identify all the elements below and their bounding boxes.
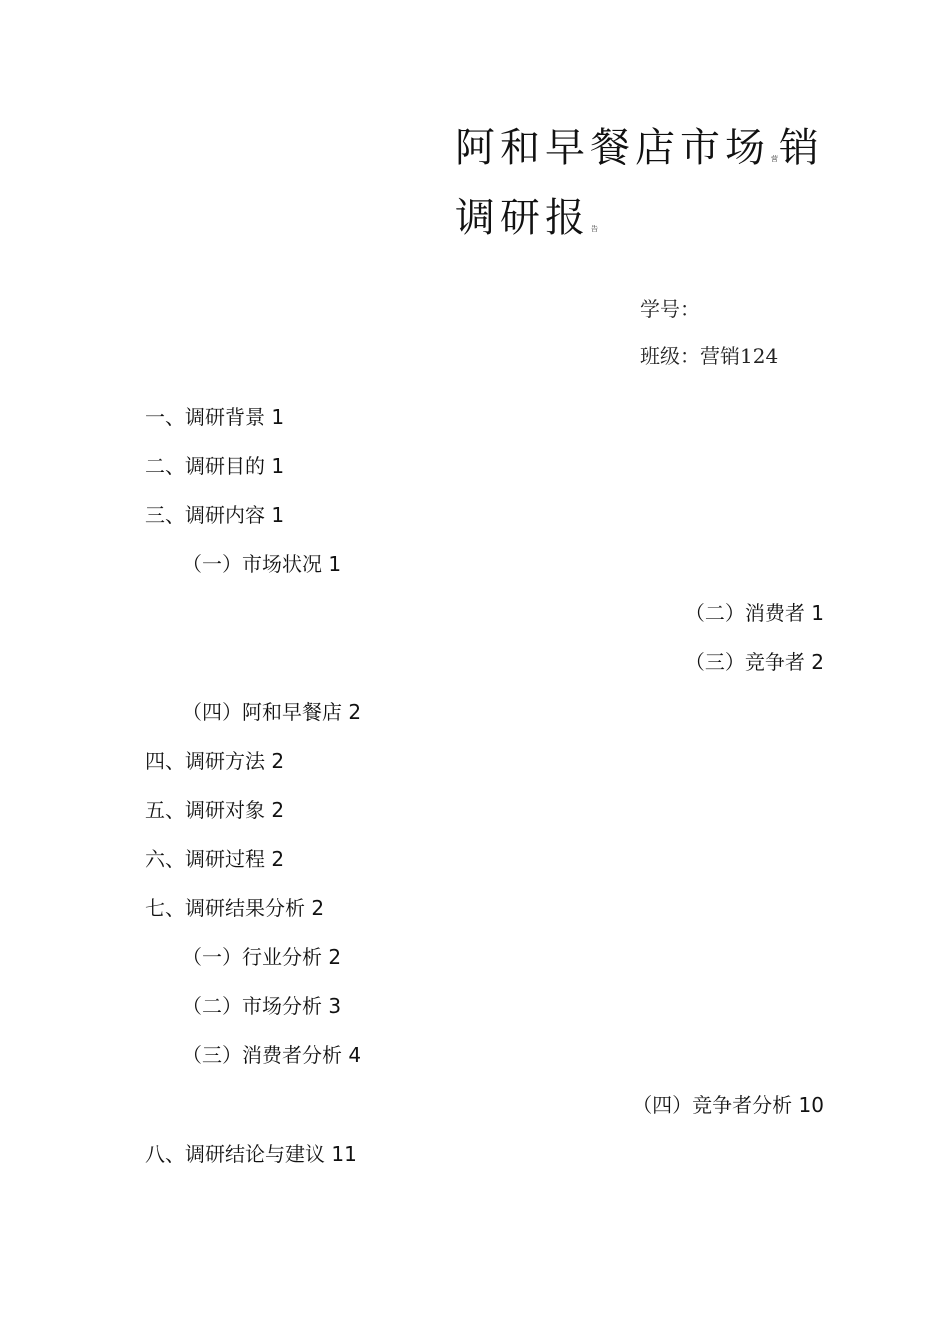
toc-item-4[interactable]: 四、调研方法 2 xyxy=(145,749,285,773)
title-line-1-text: 阿和早餐店市场 xyxy=(455,125,770,171)
toc-item-5[interactable]: 五、调研对象 2 xyxy=(145,798,285,822)
toc-item-7-4[interactable]: （四）竞争者分析 10 xyxy=(632,1093,824,1117)
toc-item-7[interactable]: 七、调研结果分析 2 xyxy=(145,896,325,920)
title-line-1-end: 销 xyxy=(779,125,824,171)
title-line-2 xyxy=(455,195,599,241)
toc-item-3-2[interactable]: （二）消费者 1 xyxy=(684,601,824,625)
toc-item-7-1[interactable]: （一）行业分析 2 xyxy=(182,945,342,969)
title-tiny-mark-1: 营 xyxy=(771,155,778,163)
title-line-1 xyxy=(455,125,824,171)
toc-item-1[interactable]: 一、调研背景 1 xyxy=(145,405,285,429)
toc-item-7-2[interactable]: （二）市场分析 3 xyxy=(182,994,342,1018)
toc-item-7-3[interactable]: （三）消费者分析 4 xyxy=(182,1043,362,1067)
title-line-2-text: 调研报 xyxy=(455,195,590,241)
toc-item-3-1[interactable]: （一）市场状况 1 xyxy=(182,552,342,576)
toc-item-2[interactable]: 二、调研目的 1 xyxy=(145,454,285,478)
toc-item-3-4[interactable]: （四）阿和早餐店 2 xyxy=(182,700,362,724)
class-label: 班级：营销124 xyxy=(640,344,779,368)
toc-item-8[interactable]: 八、调研结论与建议 11 xyxy=(145,1142,357,1166)
toc-item-3-3[interactable]: （三）竞争者 2 xyxy=(684,650,824,674)
student-id-label: 学号： xyxy=(640,297,700,321)
toc-item-6[interactable]: 六、调研过程 2 xyxy=(145,847,285,871)
title-tiny-mark-2: 告 xyxy=(591,225,598,233)
toc-item-3[interactable]: 三、调研内容 1 xyxy=(145,503,285,527)
